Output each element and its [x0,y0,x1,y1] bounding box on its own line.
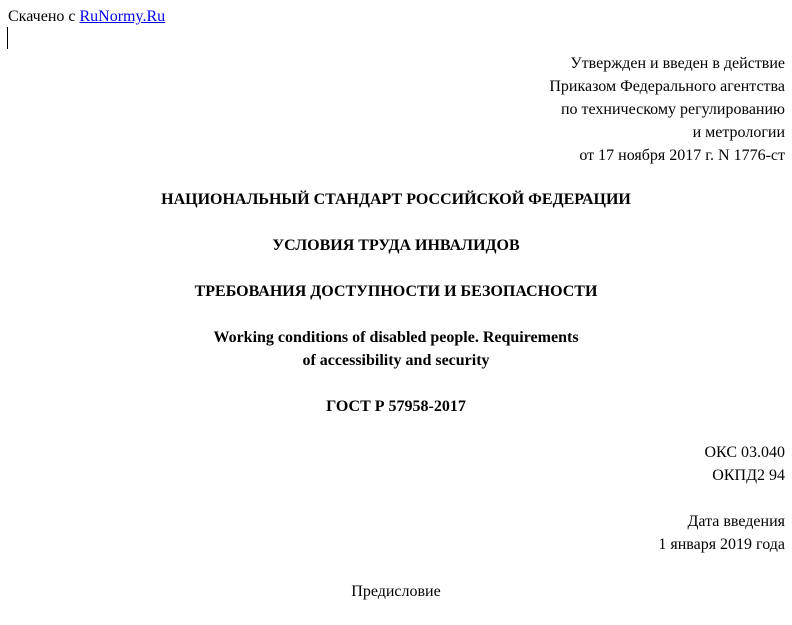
source-prefix: Скачено с [8,8,80,25]
preface-heading: Предисловие [351,583,441,600]
english-title-line-1: Working conditions of disabled people. Requirements [213,329,579,346]
source-line [8,7,165,26]
approval-line: от 17 ноября 2017 г. N 1776-ст [579,147,785,164]
english-title-line-2: of accessibility and security [302,352,490,369]
standard-type-heading: НАЦИОНАЛЬНЫЙ СТАНДАРТ РОССИЙСКОЙ ФЕДЕРАЦИИ [161,191,631,208]
oks-code: ОКС 03.040 [704,444,785,461]
effective-date-label: Дата введения [687,513,785,530]
text-cursor [7,27,8,49]
effective-date-block [658,510,785,556]
effective-date-value: 1 января 2019 года [658,536,785,553]
approval-line: по техническому регулированию [560,101,785,118]
approval-line: Утвержден и введен в действие [570,55,785,72]
approval-line: и метрологии [692,124,785,141]
okpd-code: ОКПД2 94 [712,467,785,484]
source-link[interactable]: RuNormy.Ru [79,8,166,25]
title-line-2: ТРЕБОВАНИЯ ДОСТУПНОСТИ И БЕЗОПАСНОСТИ [194,283,598,300]
approval-line: Приказом Федерального агентства [549,78,785,95]
classification-block [705,441,786,487]
designation: ГОСТ Р 57958-2017 [326,398,466,415]
title-line-1: УСЛОВИЯ ТРУДА ИНВАЛИДОВ [272,237,520,254]
approval-block [549,52,785,167]
